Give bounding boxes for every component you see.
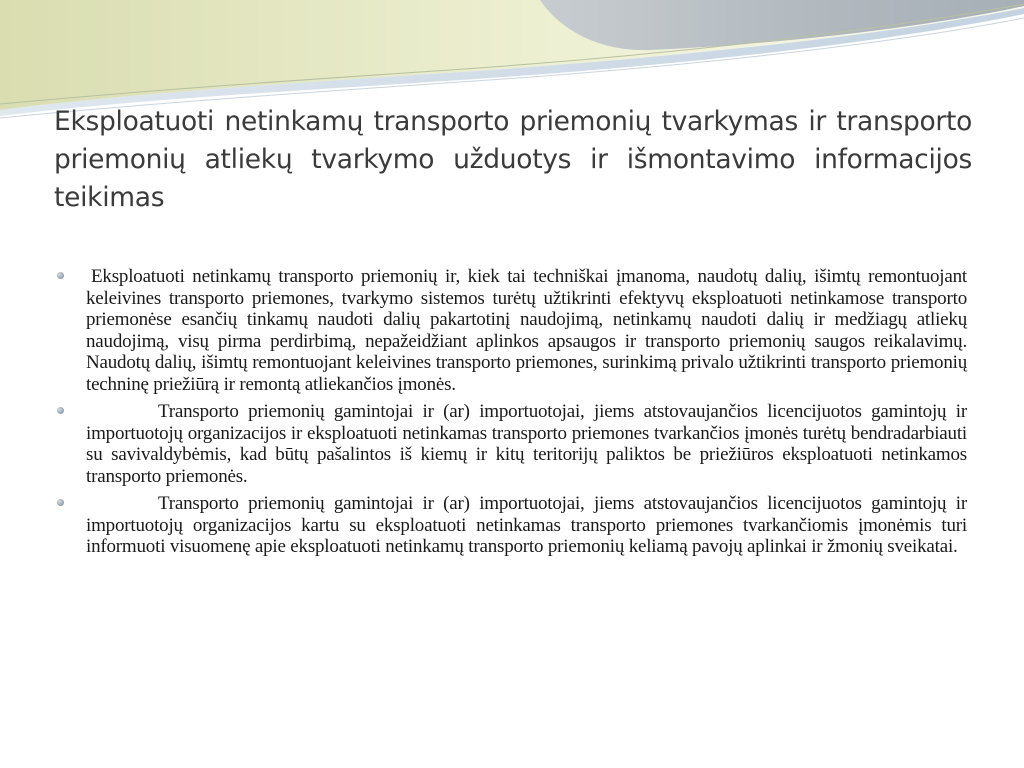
bullet-item-2 [55,401,967,487]
bullet-text-3 [86,493,967,558]
slide-title: Eksploatuoti netinkamų transporto priemonių tvarkymas ir transporto priemonių atliekų tvarkymo užduotys ir išmontavimo informacijos teikimas [54,106,972,213]
bullet-text-3-content: Transporto priemonių gamintojai ir (ar) importuotojai, jiems atstovaujančios licencijuotos gamintojų ir importuotojų organizacijos kartu su eksploatuoti netinkamas transporto priemones tvarkančiomis įmonėmis turi informuoti visuomenę apie eksploatuoti netinkamų transporto priemonių keliamą pavojų aplinkai ir žmonių sveikatai. [86,493,967,557]
bullet-text-1-content: Eksploatuoti netinkamų transporto priemonių ir, kiek tai techniškai įmanoma, naudotų dalių, išimtų remontuojant keleivines transporto priemones, tvarkymo sistemos turėtų užtikrinti efektyvų eksploatuoti netinkamose transporto priemonėse esančių tinkamų naudoti dalių pakartotinį naudojimą, netinkamų naudoti dalių ir medžiagų atliekų naudojimą, visų pirma perdirbimą, nepažeidžiant aplinkos apsaugos ir transporto priemonių saugos reikalavimų. Naudotų dalių, išimtų remontuojant keleivines transporto priemones, surinkimą privalo užtikrinti transporto priemonių techninę priežiūrą ir remontą atliekančios įmonės. [86,266,967,395]
bullet-icon [57,272,64,279]
bullet-icon [57,499,64,506]
bullet-text-2 [86,401,967,487]
bullet-list [55,266,967,564]
bullet-item-1 [55,266,967,395]
bullet-icon [57,407,64,414]
bullet-item-3 [55,493,967,558]
bullet-text-2-content: Transporto priemonių gamintojai ir (ar) importuotojai, jiems atstovaujančios licencijuotos gamintojų ir importuotojų organizacijos ir eksploatuoti netinkamas transporto priemones tvarkančios įmonės turėtų bendradarbiauti su savivaldybėmis, kad būtų pašalintos iš kiemų ir kitų teritorijų paliktos be priežiūros eksploatuoti netinkamos transporto priemonės. [86,401,967,487]
bullet-text-1 [86,266,967,395]
